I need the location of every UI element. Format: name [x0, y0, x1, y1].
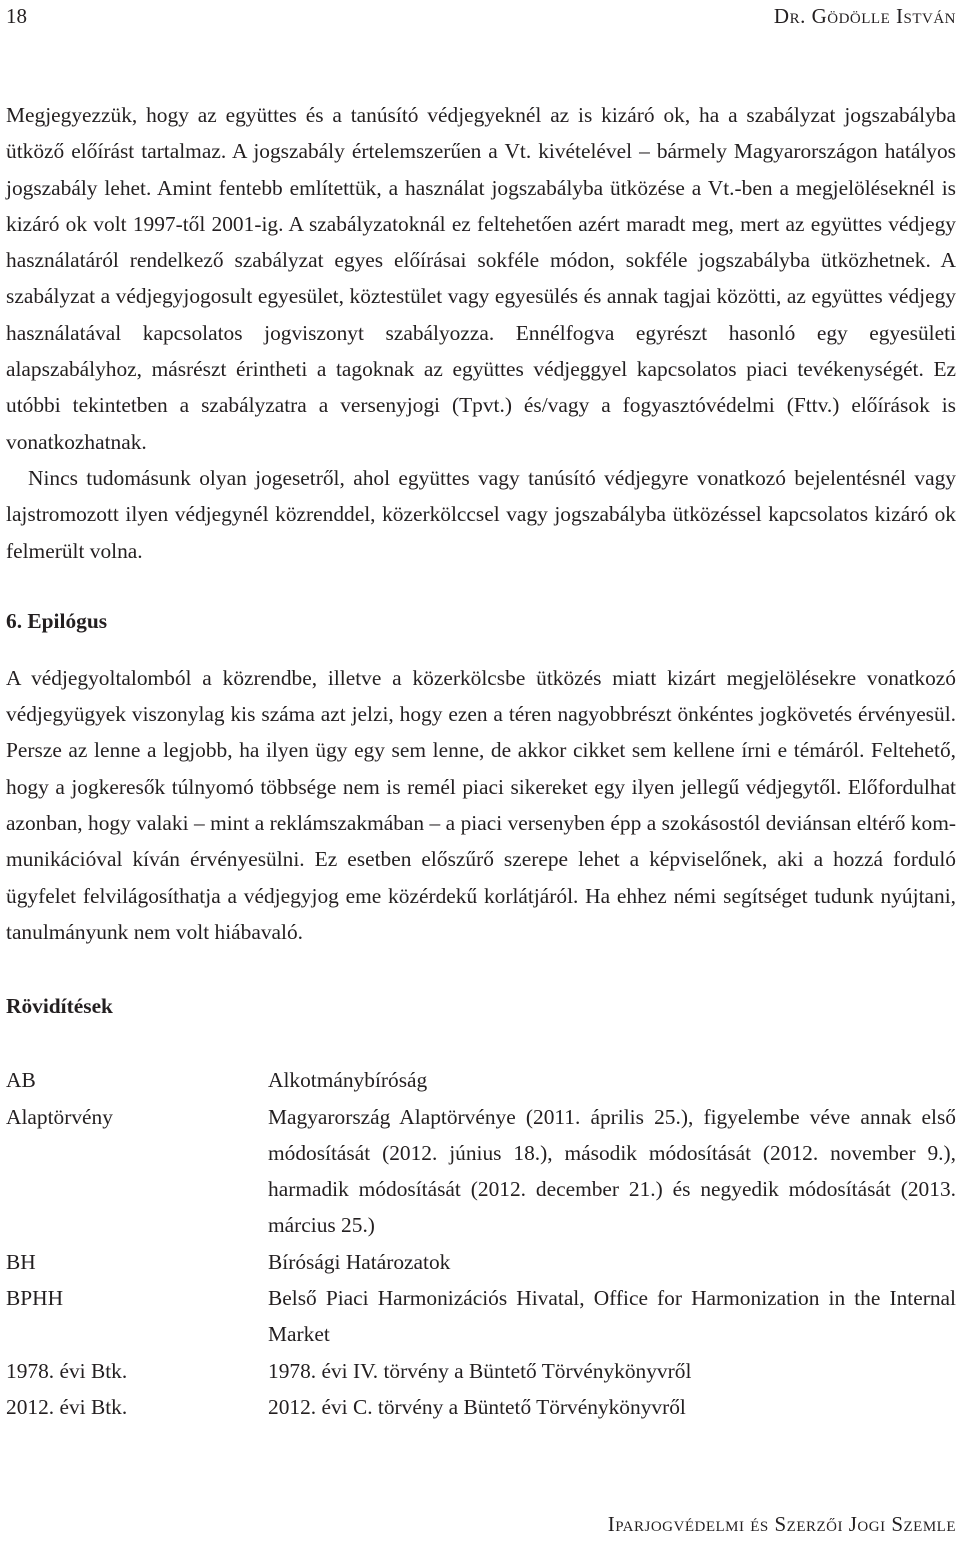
abbreviation-term: 1978. évi Btk. — [6, 1358, 128, 1383]
section-heading: 6. Epilógus — [6, 608, 108, 633]
main-content — [6, 97, 956, 1425]
section-paragraph: A védjegyoltalomból a közrendbe, illetve a közerkölcsbe ütközés miatt kizárt megjelölésekre vonatkozó védjegyügyek viszonylag kis száma azt jelzi, hogy ezen a téren nagyobbrészt önkéntes jogkövetés érvényesül. Persze az lenne a legjobb, ha ilyen ügy egy sem lenne, de akkor cikket sem kellene írni e témáról. Feltehető, hogy a jogkeresők túlnyomó többsége nem is remél piaci sikereket egy ilyen jellegű védjegytől. Előfordulhat azonban, hogy valaki – mint a reklámszakmában – a piaci versenyben épp a szokásostól deviánsan eltérő kommunikációval kíván érvényesülni. Ez esetben előszűrő szerepe lehet a képviselőnek, aki a hozzá forduló ügyfelet felvilágosíthatja a védjegyjog eme közérdekű korlátjáról. Ha ehhez némi segítséget tudunk nyújtani, tanulmányunk nem volt hiábavaló. — [6, 665, 956, 944]
abbreviation-term: AB — [6, 1068, 36, 1093]
running-header-author: Dr. Gödölle István — [773, 4, 956, 28]
abbreviation-row — [6, 1244, 956, 1280]
abbreviation-row — [6, 1099, 956, 1244]
running-footer-journal: Iparjogvédelmi és Szerzői Jogi Szemle — [607, 1512, 956, 1536]
running-header — [6, 0, 956, 30]
abbreviation-term: 2012. évi Btk. — [6, 1394, 128, 1419]
page-number: 18 — [6, 4, 27, 28]
abbreviation-definition: 2012. évi C. törvény a Büntető Törvénykönyvről — [268, 1394, 686, 1419]
abbreviation-definition: Belső Piaci Harmonizációs Hivatal, Office for Harmonization in the Internal Market — [268, 1286, 956, 1347]
abbreviation-term: BH — [6, 1249, 36, 1274]
abbreviation-row — [6, 1062, 956, 1098]
abbreviation-row — [6, 1353, 956, 1389]
abbreviation-definition: 1978. évi IV. törvény a Büntető Törvénykönyvről — [268, 1358, 692, 1383]
body-paragraph: Nincs tudomásunk olyan jogesetről, ahol együttes vagy tanúsító védjegyre vonatkozó bejelentésnél vagy lajstromozott ilyen védjegynél közrenddel, közerkölccsel vagy jogszabályba ütközéssel kapcsolatos kizáró ok felmerült volna. — [6, 465, 956, 563]
abbreviation-row — [6, 1280, 956, 1353]
abbreviation-definition: Bírósági Határozatok — [268, 1249, 451, 1274]
abbreviation-term: BPHH — [6, 1286, 64, 1311]
body-paragraph: Megjegyezzük, hogy az együttes és a tanúsító védjegyeknél az is kizáró ok, ha a szabályzat jogszabályba ütköző előírást tartalmaz. A jogszabály értelemszerűen a Vt. kivételével – bármely Magyarországon hatályos jogszabály lehet. Amint fentebb említettük, a használat jogszabályba ütközése a Vt.-ben a megjelöléseknél is kizáró ok volt 1997-től 2001-ig. A szabályzatoknál ez feltehetően azért maradt meg, mert az együttes védjegy használatáról rendelkező szabályzat egyes előírásai sokféle módon, sokféle jogszabályba ütközhetnek. A szabályzat a védjegyjogosult egyesület, köztestület vagy egyesülés és annak tagjai közötti, az együttes védjegy használatával kapcsolatos jogviszonyt szabályozza. Ennélfogva egyrészt hasonló egy egyesületi alapszabályhoz, másrészt érintheti a tagoknak az együttes védjeggyel kapcsolatos piaci tevékenységét. Ez utóbbi tekintetben a szabályzatra a versenyjogi (Tpvt.) és/vagy a fogyasztóvédelmi (Fttv.) előírások is vonatkozhatnak. — [6, 103, 956, 454]
abbreviation-definition: Magyarország Alaptörvénye (2011. április 25.), figyelembe véve annak első módosítását (2012. június 18.), második módosítását (2012. november 9.), harmadik módosítását (2012. december 21.) és negyedik módosítását (2013. március 25.) — [268, 1104, 956, 1238]
abbreviation-definition: Alkotmánybíróság — [268, 1068, 428, 1093]
abbreviation-row — [6, 1389, 956, 1425]
abbreviation-term: Alaptörvény — [6, 1104, 113, 1129]
abbreviations-heading: Rövidítések — [6, 994, 113, 1019]
abbreviations-table — [6, 1062, 956, 1425]
